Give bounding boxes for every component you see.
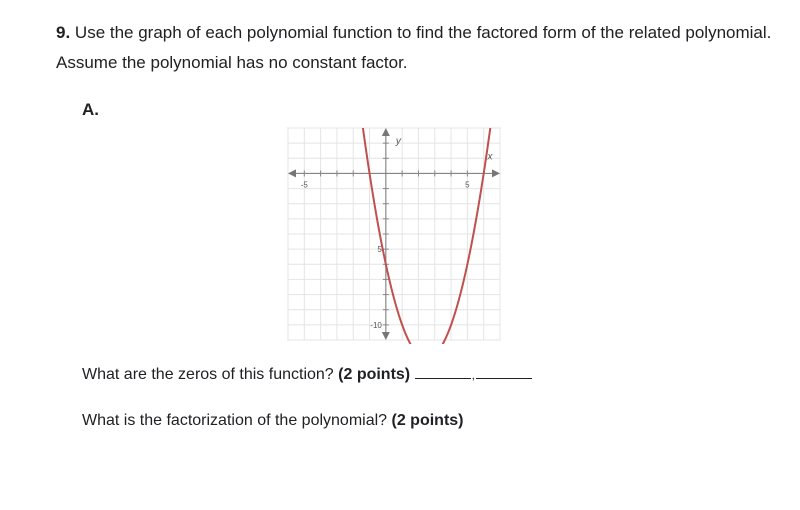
factorization-question-text: What is the factorization of the polynomial? xyxy=(82,412,388,429)
question-text xyxy=(56,18,776,78)
zero-answer-blank-2[interactable] xyxy=(476,366,532,379)
zero-answer-blank-1[interactable] xyxy=(415,366,471,379)
factorization-question xyxy=(82,412,464,430)
part-label: A. xyxy=(82,100,99,119)
zeros-points: (2 points) xyxy=(338,366,411,383)
question-body: Use the graph of each polynomial function to find the factored form of the related polynomial. Assume the polynomial has no constant factor. xyxy=(56,23,772,72)
y-axis-label: y xyxy=(395,136,401,147)
y-tick-label-neg10: -10 xyxy=(370,320,382,330)
y-tick-label-5: 5 xyxy=(377,245,382,255)
x-tick-label-5: 5 xyxy=(465,180,470,190)
blank-separator: , xyxy=(471,368,475,382)
question-number: 9. xyxy=(56,23,71,42)
zeros-question-text: What are the zeros of this function? xyxy=(82,366,334,383)
factorization-points: (2 points) xyxy=(391,412,464,429)
polynomial-graph xyxy=(282,124,506,344)
x-tick-label-neg5: -5 xyxy=(300,180,308,190)
x-axis-label: x xyxy=(487,151,493,163)
zeros-question xyxy=(82,366,532,384)
